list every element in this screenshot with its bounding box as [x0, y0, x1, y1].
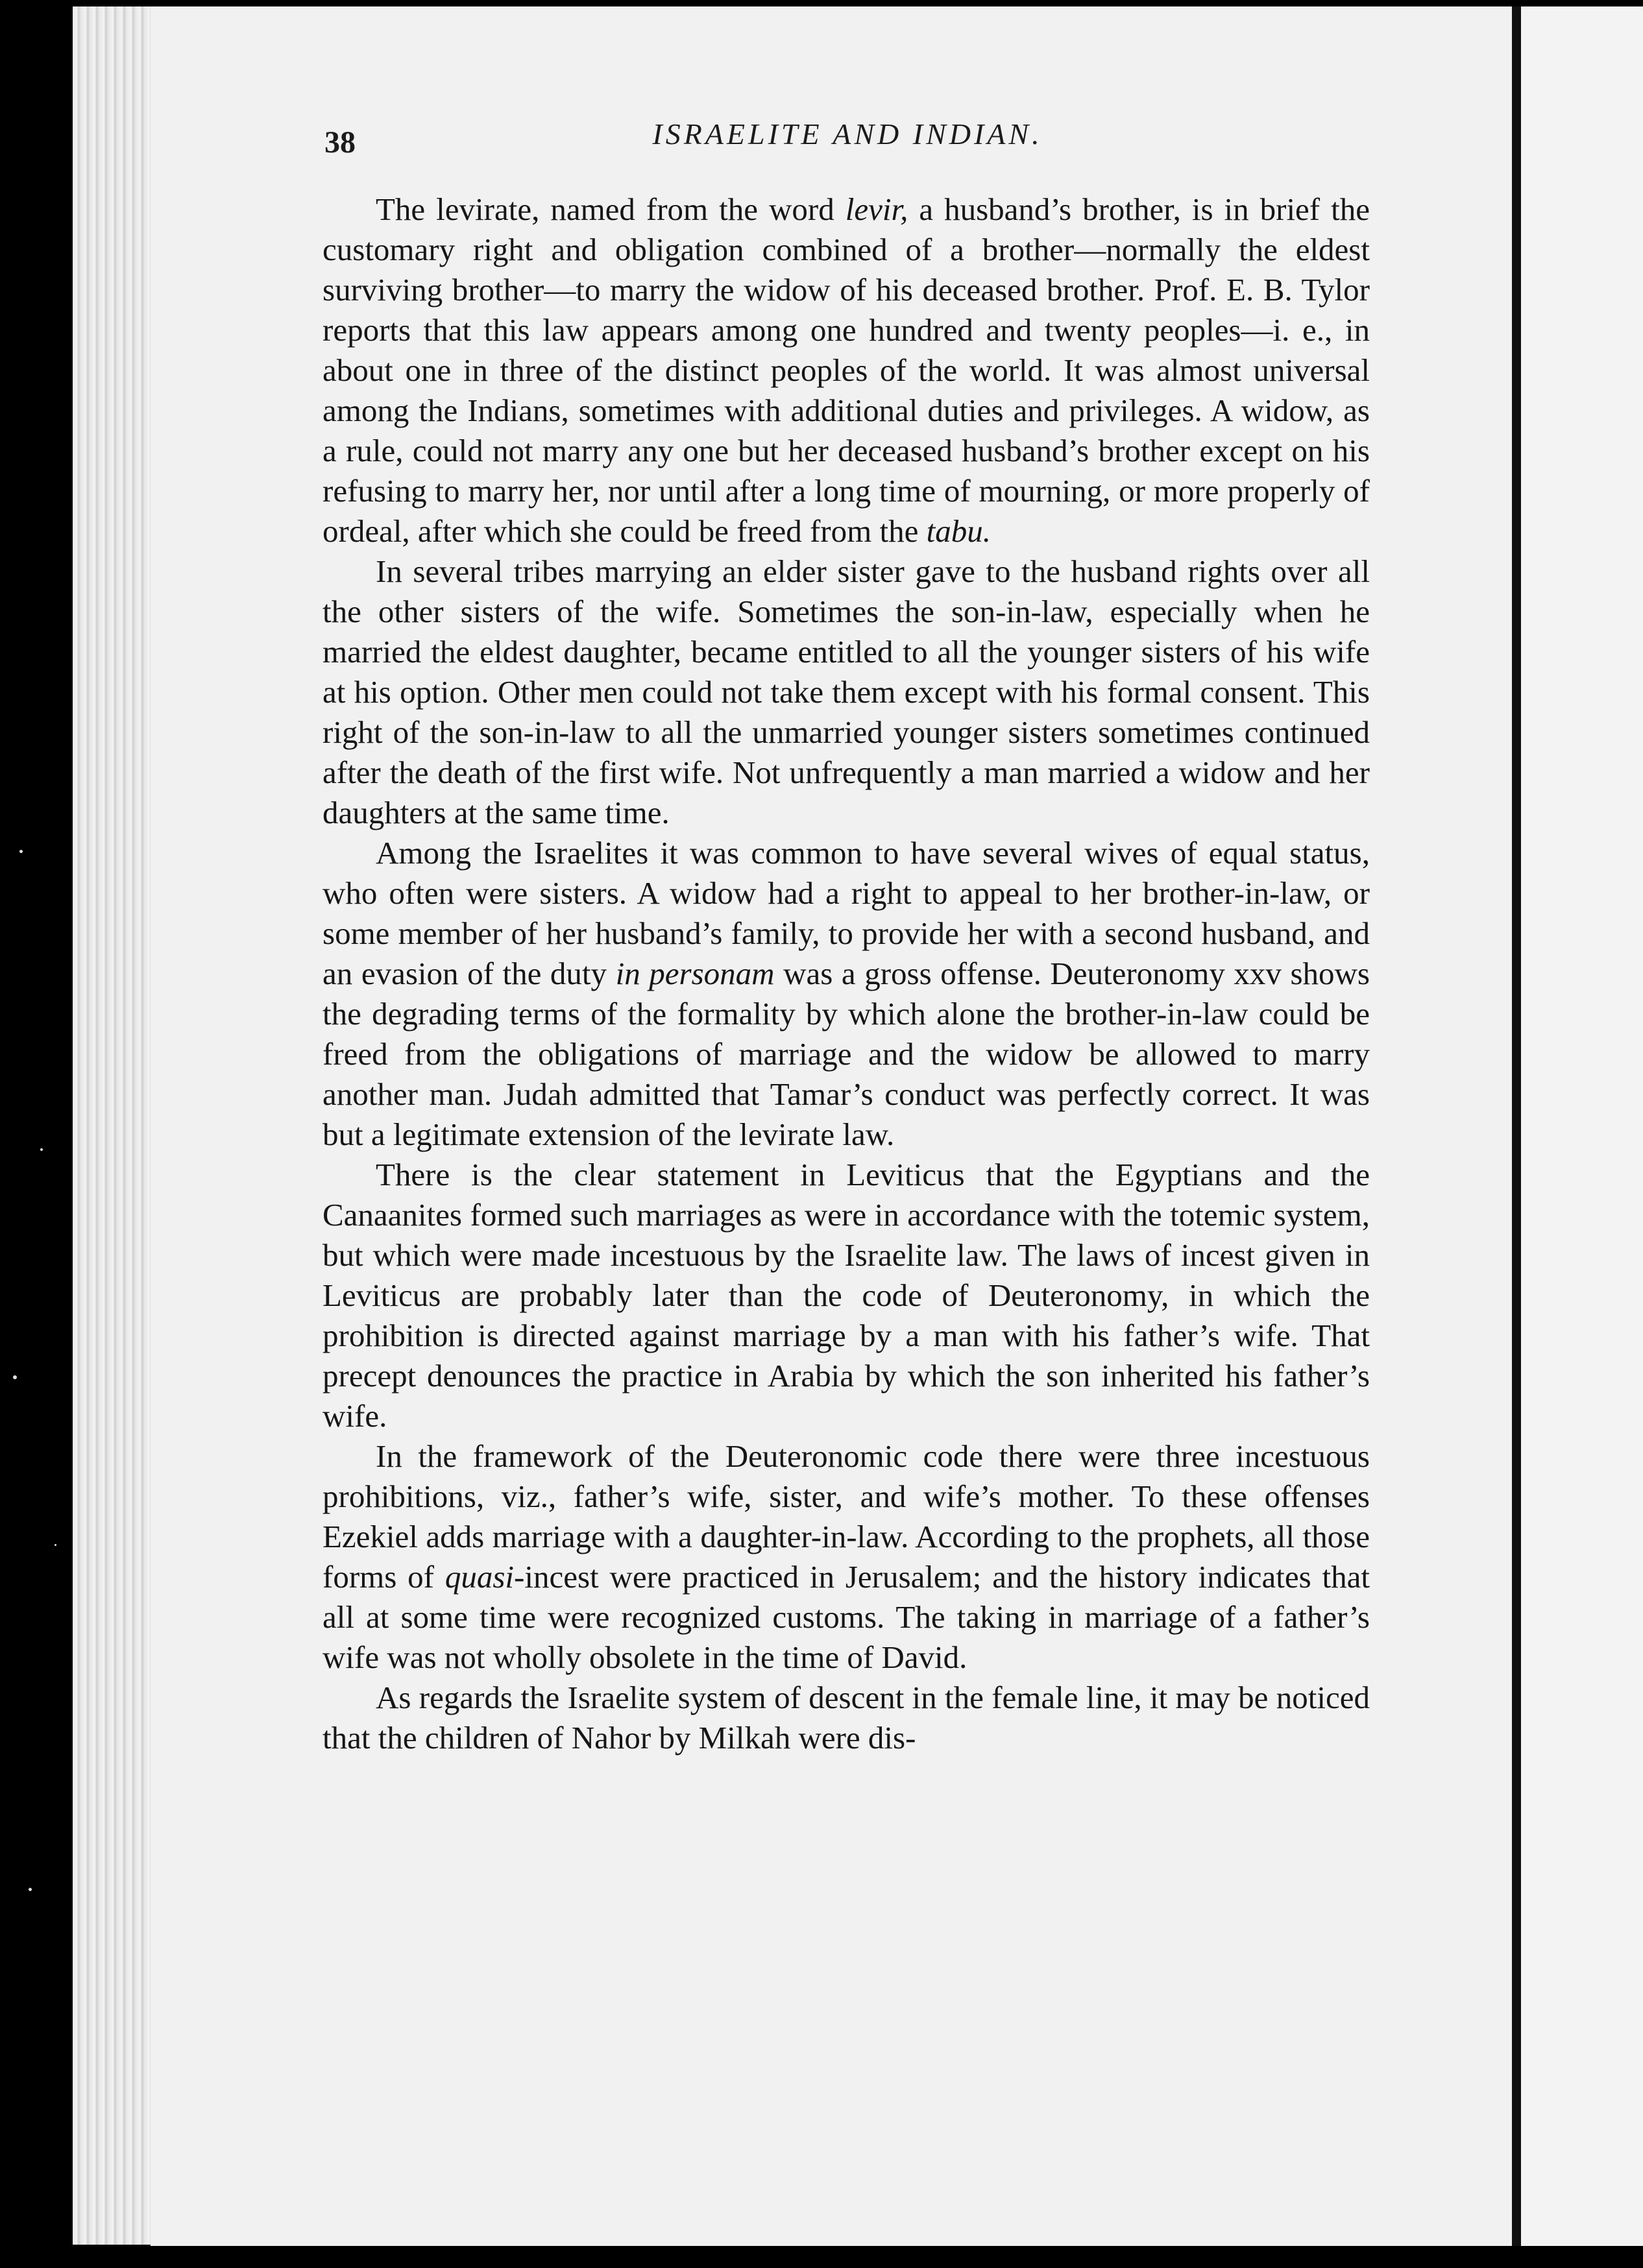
- paragraph: [323, 833, 1370, 1155]
- body-text: [323, 189, 1370, 1758]
- italic-term: quasi: [444, 1559, 515, 1595]
- text-run: The levirate, named from the word: [376, 191, 846, 227]
- text-run: -incest were practiced in Jerusalem; and the history indicates that all at some time were recognized customs. The taking in marriage of a father’s wife was not wholly obsolete in the time of David.: [323, 1559, 1370, 1675]
- scan-speck: [55, 1544, 56, 1546]
- running-title: ISRAELITE AND INDIAN.: [652, 117, 1043, 151]
- scan-speck: [19, 850, 23, 853]
- text-run: a husband’s brother, is in brief the customary right and obligation combined of a brother—normally the eldest surviving brother—to marry the widow of his deceased brother. Prof. E. B. Tylor reports that this law appears among one hundred and twenty peoples—i. e., in about one in three of the distinct peoples of the world. It was almost universal among the Indians, sometimes with additional duties and privileges. A widow, as a rule, could not marry any one but her deceased husband’s brother except on his refusing to marry her, nor until after a long time of mourning, or more properly of ordeal, after which she could be freed from the: [323, 191, 1370, 549]
- italic-term: levir,: [845, 191, 908, 227]
- text-run: In several tribes marrying an elder sister gave to the husband rights over all the other sisters of the wife. Sometimes the son-in-law, especially when he married the eldest daughter, became entitled to all the younger sisters of his wife at his option. Other men could not take them except with his formal consent. This right of the son-in-law to all the unmarried younger sisters sometimes continued after the death of the first wife. Not unfrequently a man married a widow and her daughters at the same time.: [323, 553, 1370, 830]
- paragraph: [323, 1436, 1370, 1678]
- text-run: As regards the Israelite system of descent in the female line, it may be noticed that the children of Nahor by Milkah were dis-: [323, 1680, 1370, 1755]
- text-run: There is the clear statement in Leviticus that the Egyptians and the Canaanites formed such marriages as were in accordance with the totemic system, but which were made incestuous by the Israelite law. The laws of incest given in Leviticus are probably later than the code of Deuteronomy, in which the prohibition is directed against marriage by a man with his father’s wife. That precept denounces the practice in Arabia by which the son inherited his father’s wife.: [323, 1157, 1370, 1434]
- scan-speck: [40, 1148, 43, 1151]
- facing-page-edge: [1521, 6, 1643, 2246]
- page-header: [324, 117, 1370, 162]
- paragraph: [323, 551, 1370, 833]
- paragraph: [323, 1678, 1370, 1758]
- binding-gutter: [1512, 6, 1521, 2246]
- scan-speck: [13, 1375, 17, 1379]
- page-number: 38: [324, 125, 356, 160]
- paragraph: [323, 1155, 1370, 1436]
- italic-term: tabu.: [926, 513, 991, 549]
- scan-speck: [29, 1888, 32, 1891]
- text-run: In the framework of the Deuteronomic code there were three incestuous prohibitions, viz., father’s wife, sister, and wife’s mother. To these offenses Ezekiel adds marriage with a daughter-in-law. According to the prophets, all those forms of: [323, 1438, 1370, 1595]
- stacked-page-edges: [73, 6, 156, 2245]
- text-run: Among the Israelites it was common to have several wives of equal status, who often were sisters. A widow had a right to appeal to her brother-in-law, or some member of her husband’s family, to provide her with a second husband, and an evasion of the duty: [323, 835, 1370, 991]
- paragraph: [323, 189, 1370, 551]
- text-run: was a gross offense. Deuteronomy xxv shows the degrading terms of the formality by which alone the brother-in-law could be freed from the obligations of marriage and the widow be allowed to marry another man. Judah admitted that Tamar’s conduct was perfectly correct. It was but a legitimate extension of the levirate law.: [323, 956, 1370, 1152]
- italic-term: in personam: [615, 956, 775, 991]
